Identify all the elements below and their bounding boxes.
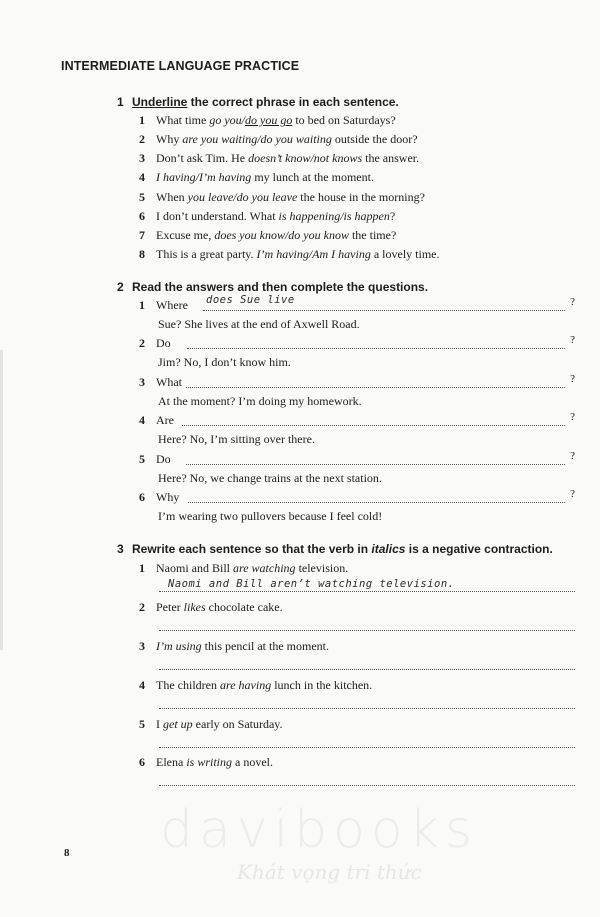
item-option-1[interactable]: you leave/do you leave	[187, 190, 298, 204]
item-option-underlined[interactable]: do you go	[245, 113, 293, 127]
item-number: 6	[139, 490, 145, 504]
section-2-question-row	[139, 336, 579, 352]
section-1-head-rest: the correct phrase in each sentence.	[187, 95, 399, 109]
item-number: 2	[139, 132, 145, 146]
rewrite-answer-line[interactable]	[159, 630, 575, 631]
item-verb-italic: are watching	[233, 561, 296, 575]
question-mark: ?	[570, 296, 575, 308]
section-1-head-underline: Underline	[132, 95, 188, 109]
section-1-number: 1	[117, 95, 124, 109]
item-text: Naomi and Bill	[156, 561, 233, 575]
section-1-item	[139, 228, 396, 243]
item-text-end: television.	[295, 561, 349, 575]
item-option-1[interactable]: I’m having/Am I having	[256, 247, 371, 261]
section-1-item	[139, 170, 374, 185]
section-2-question-row	[139, 375, 579, 391]
page-edge-shadow	[0, 350, 3, 650]
section-2-answer: I’m wearing two pullovers because I feel cold!	[158, 509, 383, 523]
answer-line[interactable]	[187, 348, 565, 349]
item-text-end: to bed on Saturdays?	[292, 113, 396, 127]
item-text: This is a great party.	[156, 247, 257, 261]
item-number: 7	[139, 228, 145, 242]
item-option-1[interactable]: doesn’t know/not knows	[248, 151, 363, 165]
watermark-logo: davibooks	[160, 800, 478, 860]
section-3-item	[139, 600, 283, 615]
question-lead: Why	[156, 490, 180, 504]
item-text-end: a novel.	[232, 755, 274, 769]
section-3-heading	[117, 542, 553, 556]
item-option-1[interactable]: are you waiting/do you waiting	[182, 132, 332, 146]
section-3-item	[139, 755, 273, 770]
item-number: 2	[139, 336, 145, 350]
item-text-end: my lunch at the moment.	[251, 170, 374, 184]
page-title: INTERMEDIATE LANGUAGE PRACTICE	[61, 59, 300, 73]
section-2-number: 2	[117, 280, 124, 294]
item-number: 1	[139, 298, 145, 312]
rewrite-answer-line[interactable]	[159, 669, 575, 670]
item-text-end: lunch in the kitchen.	[271, 678, 373, 692]
rewrite-answer-line[interactable]	[159, 708, 575, 709]
section-1-item	[139, 132, 418, 147]
item-text-end: chocolate cake.	[205, 600, 283, 614]
section-3-head-b: is a negative contraction.	[405, 542, 553, 556]
section-1-heading	[117, 95, 399, 109]
question-mark: ?	[570, 373, 575, 385]
section-2-answer: Here? No, I’m sitting over there.	[158, 432, 315, 446]
item-number: 4	[139, 170, 145, 184]
item-verb-italic: likes	[183, 600, 206, 614]
section-3-item	[139, 639, 329, 654]
item-text: Excuse me,	[156, 228, 215, 242]
section-3-head-italic: italics	[371, 542, 406, 556]
section-1-item	[139, 151, 419, 166]
section-2-answer: Jim? No, I don’t know him.	[158, 355, 291, 369]
item-number: 8	[139, 247, 145, 261]
item-option-1[interactable]: I having/I’m having	[156, 170, 252, 184]
item-text-end: the time?	[348, 228, 397, 242]
section-3-item	[139, 561, 348, 576]
section-3-head-a: Rewrite each sentence so that the verb in	[132, 542, 372, 556]
item-text-end: early on Saturday.	[192, 717, 283, 731]
rewrite-answer-line[interactable]	[159, 591, 575, 592]
page-number: 8	[64, 847, 70, 859]
item-text-end: outside the door?	[331, 132, 418, 146]
item-number: 5	[139, 717, 145, 731]
section-1-item	[139, 113, 396, 128]
item-number: 6	[139, 209, 145, 223]
question-lead: Do	[156, 452, 171, 466]
rewrite-answer-line[interactable]	[159, 785, 575, 786]
section-1-item	[139, 209, 395, 224]
question-mark: ?	[570, 334, 575, 346]
item-text: The children	[156, 678, 220, 692]
item-text: When	[156, 190, 188, 204]
section-2-heading	[117, 280, 428, 294]
item-number: 5	[139, 452, 145, 466]
question-lead: What	[156, 375, 182, 389]
item-verb-italic: get up	[163, 717, 193, 731]
item-text-end: the house in the morning?	[297, 190, 425, 204]
question-lead: Where	[156, 298, 188, 312]
section-1-item	[139, 190, 425, 205]
question-mark: ?	[570, 411, 575, 423]
item-number: 3	[139, 375, 145, 389]
item-number: 4	[139, 413, 145, 427]
item-verb-italic: is writing	[186, 755, 233, 769]
section-2-answer: Sue? She lives at the end of Axwell Road.	[158, 317, 360, 331]
item-option-1[interactable]: is happening/is happen	[278, 209, 390, 223]
section-2-head-text: Read the answers and then complete the questions.	[132, 280, 429, 294]
question-mark: ?	[570, 488, 575, 500]
item-number: 4	[139, 678, 145, 692]
item-text-end: this pencil at the moment.	[201, 639, 329, 653]
item-number: 1	[139, 561, 145, 575]
answer-line[interactable]	[188, 502, 565, 503]
item-text-end: the answer.	[362, 151, 420, 165]
item-number: 6	[139, 755, 145, 769]
question-lead: Are	[156, 413, 174, 427]
section-2-question-row	[139, 413, 579, 429]
item-text-end: a lovely time.	[370, 247, 440, 261]
section-3-item	[139, 717, 283, 732]
question-lead: Do	[156, 336, 171, 350]
section-2-question-row	[139, 490, 579, 506]
section-2-answer: At the moment? I’m doing my homework.	[158, 394, 362, 408]
answer-line[interactable]	[203, 310, 565, 311]
answer-line[interactable]	[186, 464, 565, 465]
answer-line[interactable]	[182, 425, 565, 426]
item-text: Peter	[156, 600, 184, 614]
question-mark: ?	[570, 450, 575, 462]
section-2-question-row	[139, 452, 579, 468]
item-number: 3	[139, 151, 145, 165]
answer-line[interactable]	[186, 387, 565, 388]
item-number: 5	[139, 190, 145, 204]
item-option-1[interactable]: go you/	[209, 113, 245, 127]
item-text: Don’t ask Tim. He	[156, 151, 249, 165]
section-2-answer: Here? No, we change trains at the next station.	[158, 471, 382, 485]
item-option-1[interactable]: does you know/do you know	[214, 228, 349, 242]
watermark-tagline: Khát vọng tri thức	[237, 860, 422, 884]
item-verb-italic: are having	[219, 678, 272, 692]
section-1-item	[139, 247, 440, 262]
item-number: 1	[139, 113, 145, 127]
item-text: What time	[156, 113, 210, 127]
item-text-end: ?	[389, 209, 396, 223]
handwritten-answer: Naomi and Bill aren’t watching television.	[168, 578, 455, 590]
item-number: 2	[139, 600, 145, 614]
item-verb-italic: I’m using	[156, 639, 202, 653]
section-2-question-row	[139, 294, 579, 314]
section-3-number: 3	[117, 542, 124, 556]
item-number: 3	[139, 639, 145, 653]
rewrite-answer-line[interactable]	[159, 747, 575, 748]
item-text: I	[156, 717, 163, 731]
item-text: Elena	[156, 755, 187, 769]
item-text: Why	[156, 132, 183, 146]
section-3-item	[139, 678, 372, 693]
handwritten-answer: does Sue live	[206, 294, 295, 306]
item-text: I don’t understand. What	[156, 209, 279, 223]
